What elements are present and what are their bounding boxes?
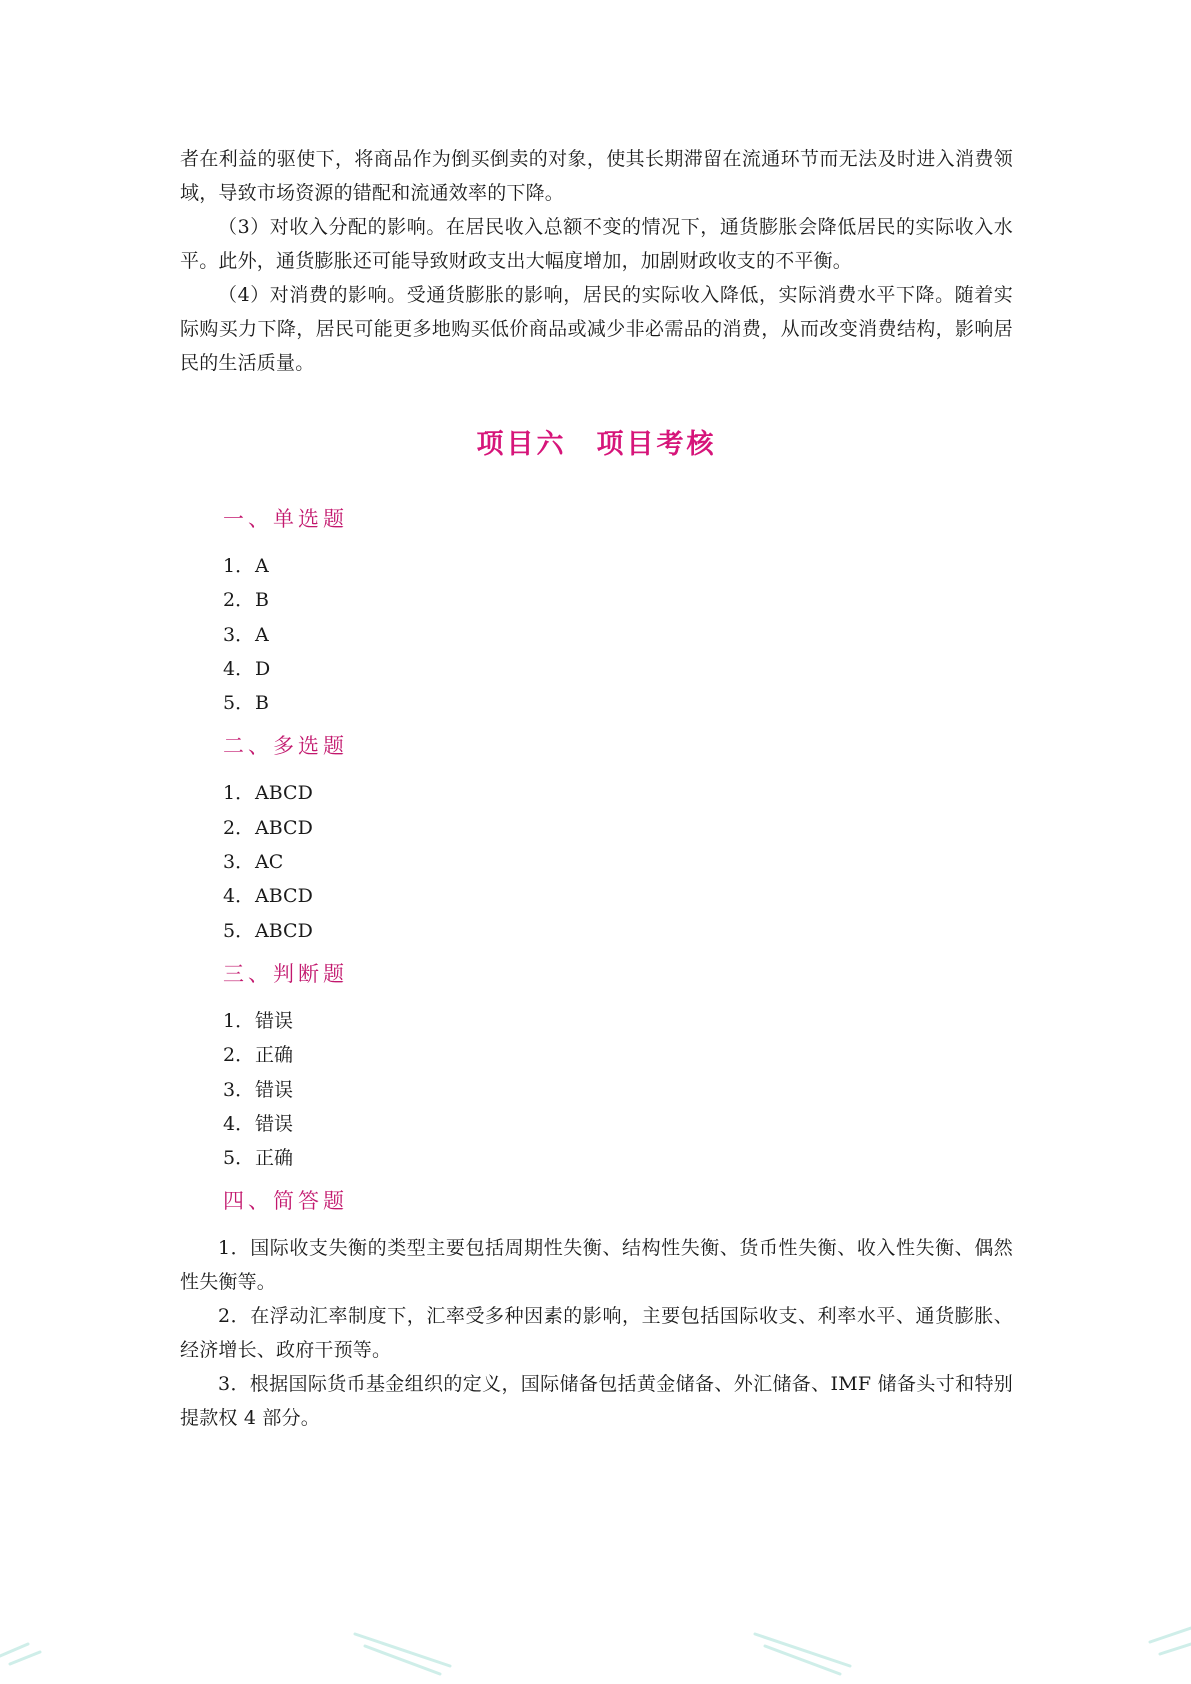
list-item bbox=[180, 914, 1013, 948]
answer-value: ABCD bbox=[255, 816, 313, 839]
answer-number: 4． bbox=[223, 885, 255, 908]
chapter-title: 项目六 项目考核 bbox=[476, 429, 717, 460]
intro-paragraph-2: （3）对收入分配的影响。在居民收入总额不变的情况下，通货膨胀会降低居民的实际收入水平。此外，通货膨胀还可能导致财政支出大幅度增加，加剧财政收支的不平衡。 bbox=[180, 216, 1013, 272]
list-item bbox=[180, 618, 1013, 652]
list-item bbox=[180, 1004, 1013, 1038]
true-false-answer-list bbox=[180, 1004, 1013, 1175]
short-answer-1: 1．国际收支失衡的类型主要包括周期性失衡、结构性失衡、货币性失衡、收入性失衡、偶然性失衡等。 bbox=[180, 1237, 1013, 1294]
answer-value: B bbox=[255, 589, 269, 612]
section-heading-single-choice: 一、单选题 bbox=[223, 507, 348, 531]
answer-value: A bbox=[255, 555, 269, 577]
answer-number: 1． bbox=[223, 555, 255, 577]
watermark-graphic bbox=[0, 1604, 1191, 1684]
section-heading-short-answer: 四、简答题 bbox=[223, 1189, 348, 1214]
answer-number: 2． bbox=[223, 589, 255, 612]
watermark-stroke bbox=[0, 1644, 40, 1664]
list-item bbox=[180, 811, 1013, 845]
answer-value: 正确 bbox=[255, 1044, 294, 1067]
answer-value: 错误 bbox=[255, 1078, 294, 1101]
watermark-stroke bbox=[355, 1634, 450, 1674]
answer-number: 5． bbox=[223, 919, 255, 942]
answer-value: 正确 bbox=[255, 1147, 294, 1170]
answer-value: D bbox=[255, 657, 271, 680]
answer-value: B bbox=[255, 692, 269, 715]
answer-number: 3． bbox=[223, 1078, 255, 1101]
answer-number: 3． bbox=[223, 851, 255, 874]
answer-number: 1． bbox=[223, 782, 255, 805]
intro-paragraph-1: 者在利益的驱使下，将商品作为倒买倒卖的对象，使其长期滞留在流通环节而无法及时进入消费领域，导致市场资源的错配和流通效率的下降。 bbox=[180, 148, 1013, 204]
intro-paragraph-3: （4）对消费的影响。受通货膨胀的影响，居民的实际收入降低，实际消费水平下降。随着实际购买力下降，居民可能更多地购买低价商品或减少非必需品的消费，从而改变消费结构，影响居民的生活质量。 bbox=[180, 284, 1013, 374]
list-item bbox=[180, 549, 1013, 583]
answer-number: 5． bbox=[223, 692, 255, 715]
answer-number: 1． bbox=[223, 1009, 255, 1032]
list-item bbox=[180, 583, 1013, 617]
answer-number: 4． bbox=[223, 657, 255, 680]
answer-value: A bbox=[255, 623, 269, 646]
answer-value: 错误 bbox=[255, 1009, 294, 1032]
multi-choice-answer-list bbox=[180, 776, 1013, 947]
list-item bbox=[180, 1107, 1013, 1141]
list-item bbox=[180, 776, 1013, 810]
list-item bbox=[180, 686, 1013, 720]
page-content bbox=[180, 142, 1013, 1435]
answer-value: ABCD bbox=[255, 919, 313, 942]
answer-number: 5． bbox=[223, 1147, 255, 1170]
list-item bbox=[180, 1073, 1013, 1107]
list-item bbox=[180, 845, 1013, 879]
answer-number: 2． bbox=[223, 816, 255, 839]
section-heading-true-false: 三、判断题 bbox=[223, 961, 348, 986]
short-answer-list bbox=[180, 1231, 1013, 1435]
list-item bbox=[180, 652, 1013, 686]
answer-number: 4． bbox=[223, 1112, 255, 1135]
section-heading-multi-choice: 二、多选题 bbox=[223, 734, 348, 759]
short-answer-3: 3．根据国际货币基金组织的定义，国际储备包括黄金储备、外汇储备、IMF 储备头寸和特别提款权 4 部分。 bbox=[180, 1373, 1013, 1430]
list-item bbox=[180, 1038, 1013, 1072]
answer-number: 2． bbox=[223, 1044, 255, 1067]
answer-value: AC bbox=[255, 851, 284, 874]
single-choice-answer-list bbox=[180, 549, 1013, 720]
answer-value: 错误 bbox=[255, 1112, 294, 1135]
answer-value: ABCD bbox=[255, 782, 313, 805]
list-item bbox=[180, 1141, 1013, 1175]
list-item bbox=[180, 879, 1013, 913]
short-answer-2: 2．在浮动汇率制度下，汇率受多种因素的影响，主要包括国际收支、利率水平、通货膨胀、经济增长、政府干预等。 bbox=[180, 1305, 1013, 1362]
watermark-stroke bbox=[755, 1634, 850, 1674]
answer-number: 3． bbox=[223, 623, 255, 646]
watermark-stroke bbox=[1150, 1628, 1191, 1654]
answer-value: ABCD bbox=[255, 885, 313, 908]
